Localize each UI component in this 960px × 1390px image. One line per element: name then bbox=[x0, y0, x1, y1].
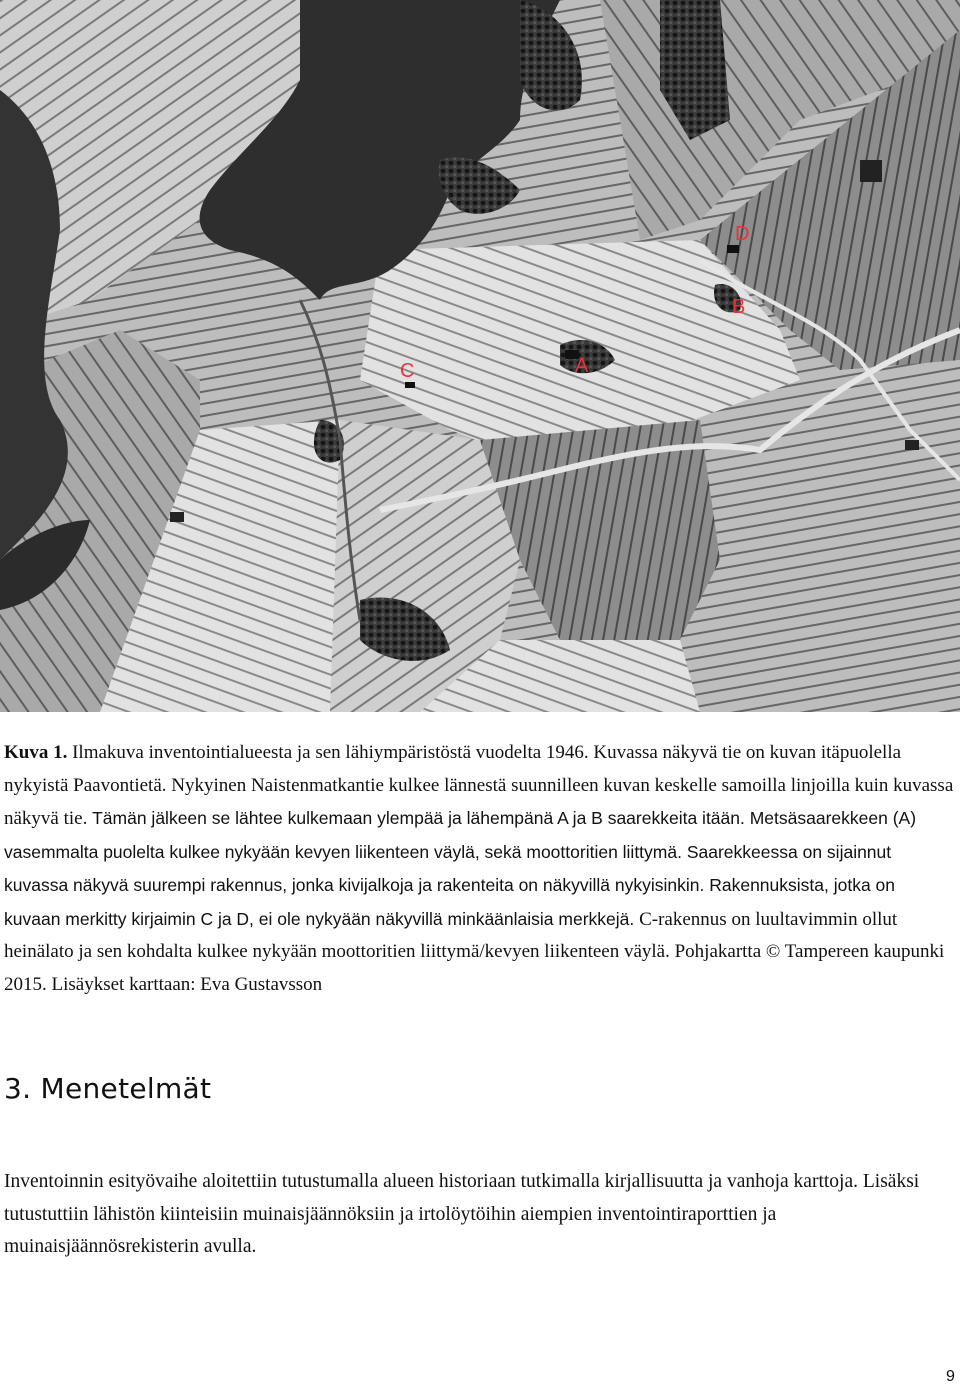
figure-caption bbox=[4, 737, 956, 1001]
caption-lead: Kuva 1. bbox=[4, 742, 68, 763]
caption-part-2: Kuvassa näkyvä tie on kuvan itäpuolella nykyistä Paavontietä. bbox=[4, 742, 902, 796]
marker-c: C bbox=[400, 360, 415, 382]
caption-part-4: Tämän jälkeen se lähtee kulkemaan ylempää ja lähempänä A ja B saarekkeita itään. bbox=[92, 808, 750, 828]
marker-b: B bbox=[732, 296, 746, 318]
caption-part-9: Pohjakartta © Tampereen kaupunki 2015. bbox=[4, 941, 945, 995]
caption-part-3: Nykyinen Naistenmatkantie kulkee lännestä suunnilleen kuvan keskelle samoilla linjoilla kuin kuvassa näkyvä tie. bbox=[4, 774, 954, 829]
caption-part-6: Saarekkeessa on sijainnut kuvassa näkyvä suurempi rakennus, jonka kivijalkoja ja rakenteita on näkyvillä nykyisinkin. bbox=[4, 841, 892, 895]
marker-a: A bbox=[575, 355, 589, 377]
marker-d: D bbox=[735, 223, 750, 245]
caption-part-7: Rakennuksista, jotka on kuvaan merkitty kirjaimin C ja D, ei ole nykyään näkyvillä minkäänlaisia merkkejä. bbox=[4, 875, 896, 929]
caption-part-1: Ilmakuva inventointialueesta ja sen lähiympäristöstä vuodelta 1946. bbox=[67, 742, 594, 763]
section-body: Inventoinnin esityövaihe aloitettiin tutustumalla alueen historiaan tutkimalla kirjallisuutta ja vanhoja karttoja. Lisäksi tutustuttiin lähistön kiinteisiin muinaisjäännöksiin ja irtolöytöihin aiempien inventointiraporttien ja muinaisjäännösrekisterin avulla. bbox=[4, 1171, 920, 1257]
caption-part-5: Metsäsaarekkeen (A) vasemmalta puolelta kulkee nykyään kevyen liikenteen väylä, sekä moottoritien liittymä. bbox=[4, 808, 917, 862]
caption-part-8: C-rakennus on luultavimmin ollut heinälato ja sen kohdalta kulkee nykyään moottoritien liittymä/kevyen liikenteen väylä. bbox=[4, 908, 898, 962]
section-heading: 3. Menetelmät bbox=[4, 1072, 212, 1105]
caption-part-10: Lisäykset karttaan: Eva Gustavsson bbox=[51, 973, 323, 995]
page-number: 9 bbox=[946, 1368, 955, 1385]
